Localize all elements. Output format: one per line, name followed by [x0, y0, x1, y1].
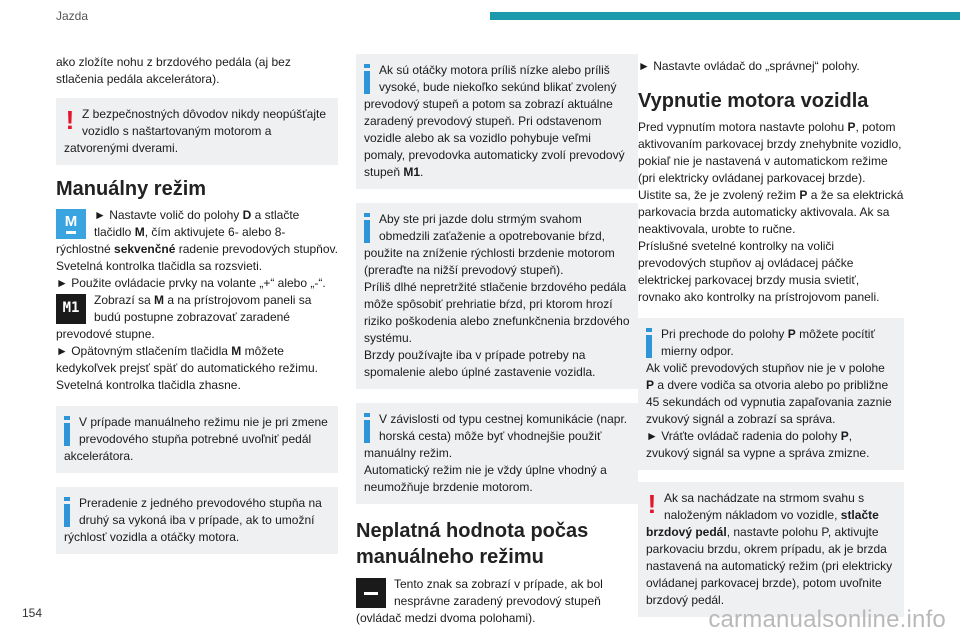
- engine-off-para-3: Príslušné svetelné kontrolky na voliči prevodových stupňov aj ovládacej páčke elektrickej parkovacej brzdy musia svietiť, rovnako ako kontrolky na prístrojovom paneli.: [638, 239, 880, 304]
- info-icon: [364, 413, 371, 443]
- section-heading-manual-mode: Manuálny režim: [56, 178, 207, 200]
- warning-exclamation-icon: !: [65, 105, 75, 135]
- header-accent-bar: [490, 12, 960, 20]
- engine-off-para-2: Uistite sa, že je zvolený režim P a že sa elektrická parkovacia brzda automaticky aktivovala. Ak sa neaktivovala, urobte to ručne.: [638, 188, 904, 236]
- info-box-accelerator: V prípade manuálneho režimu nie je pri zmene prevodového stupňa potrebné uvoľniť pedál akcelerátora.: [56, 406, 338, 473]
- info-box-engine-speed: Ak sú otáčky motora príliš nízke alebo príliš vysoké, bude niekoľko sekúnd blikať zvolený prevodový stupeň a potom sa zobrazí aktuálne zaradený prevodový stupeň. Pri odstavenom vozidle alebo ak sa vozidlo pohybuje veľmi pomaly, prevodovka automaticky zvolí prevodový stupeň M1.: [356, 54, 638, 189]
- step-steering-controls: ► Použite ovládacie prvky na volante „+“ alebo „-“.: [56, 276, 326, 290]
- lights-off-text: Svetelná kontrolka tlačidla zhasne.: [56, 378, 241, 392]
- gear-display-info: M1 Zobrazí sa M a na prístrojovom paneli sa budú postupne zobrazovať zaradené prevodové stupne.: [56, 293, 312, 341]
- dash-indicator-icon: [356, 578, 386, 608]
- step-select-d-press-m: M ► Nastavte volič do polohy D a stlačte tlačidlo M, čím aktivujete 6- alebo 8-rýchlostné sekvenčné radenie prevodových stupňov.: [56, 208, 338, 256]
- column-1: [56, 54, 338, 564]
- section-heading-invalid-value: Neplatná hodnota počas manuálneho režimu: [356, 520, 589, 568]
- lights-on-text: Svetelná kontrolka tlačidla sa rozsvieti.: [56, 259, 263, 273]
- warning-text: Z bezpečnostných dôvodov nikdy neopúšťajte vozidlo s naštartovaným motorom a zatvorenými dverami.: [64, 107, 326, 155]
- info-icon: [64, 497, 71, 527]
- column-2: [356, 54, 638, 627]
- warning-exclamation-icon: !: [647, 489, 657, 519]
- running-header: Jazda: [56, 9, 89, 23]
- step-correct-position: ► Nastavte ovládač do „správnej“ polohy.: [638, 59, 860, 73]
- info-icon: [64, 416, 71, 446]
- info-icon: [364, 64, 371, 94]
- info-box-park-position: Pri prechode do polohy P môžete pocítiť mierny odpor. Ak volič prevodových stupňov nie je v polohe P a dvere vodiča sa otvoria alebo po približne 45 sekundách od vypnutia zapaľovania zaznie zvukový signál a zobrazí sa správa. ► Vráťte ovládač radenia do polohy P, zvukový signál sa vypne a správa zmizne.: [638, 318, 904, 470]
- intro-text: ako zložíte nohu z brzdového pedála (aj bez stlačenia pedála akcelerátora).: [56, 55, 291, 86]
- engine-off-para-1: Pred vypnutím motora nastavte polohu P, potom aktivovaním parkovacej brzdy znehybnite vozidlo, pokiaľ nie je nastavená v automatickom režime (pri elektricky ovládanej parkovacej brzde).: [638, 120, 902, 185]
- warning-box-steep-slope: ! Ak sa nachádzate na strmom svahu s naloženým nákladom vo vozidle, stlačte brzdový pedál, nastavte polohu P, aktivujte parkovaciu brzdu, okrem prípadu, ak je brzda nastavená na automatický režim (pri elektricky ovládanej parkovacej brzde), potom uvoľnite brzdový pedál.: [638, 482, 904, 617]
- info-box-gear-change: Preradenie z jedného prevodového stupňa na druhý sa vykoná iba v prípade, ak to umožní rýchlosť vozidla a otáčky motora.: [56, 487, 338, 554]
- m-button-icon: M: [56, 209, 86, 239]
- warning-box-doors: [56, 98, 338, 165]
- info-box-road-type: V závislosti od typu cestnej komunikácie (napr. horská cesta) môže byť vhodnejšie použiť manuálny režim. Automatický režim nie je vždy úplne vhodný a neumožňuje brzdenie motorom.: [356, 403, 638, 504]
- info-icon: [646, 328, 653, 358]
- section-heading-engine-off: Vypnutie motora vozidla: [638, 90, 869, 112]
- info-box-engine-braking: Aby ste pri jazde dolu strmým svahom obmedzili zaťaženie a opotrebovanie bŕzd, použite na zníženie rýchlosti brzdenie motorom (preraďte na nižší prevodový stupeň). Príliš dlhé nepretržité stlačenie brzdového pedála môže spôsobiť prehriatie bŕzd, pri ktorom hrozí riziko poškodenia alebo znefunkčnenia brzdového systému. Brzdy používajte iba v prípade potreby na spomalenie alebo úplné zastavenie vozidla.: [356, 203, 638, 389]
- gear-display-icon: M1: [56, 294, 86, 324]
- watermark: carmanualsonline.info: [708, 606, 946, 633]
- step-press-m-again: ► Opätovným stlačením tlačidla M môžete kedykoľvek prejsť späť do automatického režimu.: [56, 344, 318, 375]
- invalid-gear-info: Tento znak sa zobrazí v prípade, ak bol nesprávne zaradený prevodový stupeň (ovládač medzi dvoma polohami).: [356, 577, 603, 625]
- page-number: 154: [22, 606, 43, 620]
- column-3: [638, 54, 904, 627]
- info-icon: [364, 213, 371, 243]
